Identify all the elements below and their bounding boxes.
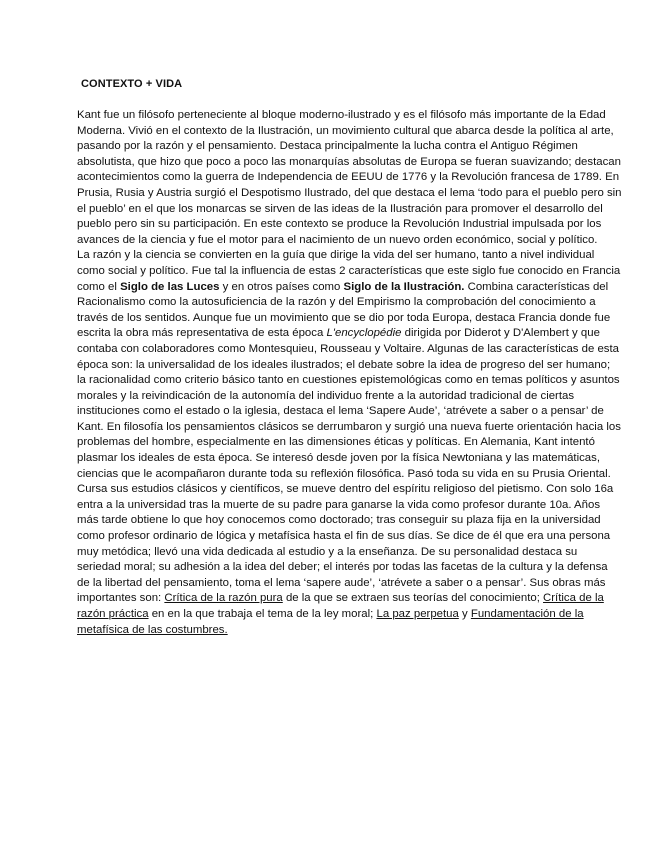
document-body <box>77 108 622 638</box>
text-span: dirigida por Diderot y D'Alembert y que contaba con colaboradores como Montesquieu, Rousseau y Voltaire. Algunas de las características de esta época son: la universalidad de los ideales ilustrados; el debate sobre la idea de progreso del ser humano; la racionalidad como criterio básico tanto en cuestiones epistemológicas como en temas políticos y asuntos morales y la reivindicación de la autonomía del individuo frente a la autoridad tradicional de ciertas instituciones como el estado o la iglesia, destaca el lema ‘Sapere Aude’, ‘atrévete a saber o a pensar’ de Kant. En filosofía los pensamientos clásicos se derrumbaron y surgió una nueva fuerte orientación hacia los problemas del hombre, especialmente en las dimensiones éticas y políticas. En Alemania, Kant intentó plasmar los ideales de esta época. Se interesó desde joven por la física Newtoniana y las matemáticas, ciencias que le acompañaron durante toda su reflexión filosófica. Pasó toda su vida en su Prusia Oriental. Cursa sus estudios clásicos y científicos, se mueve dentro del espíritu religioso del pietismo. Con solo 16a entra a la universidad tras la muerte de su padre para ganarse la vida como profesor durante 10a. Años más tarde obtiene lo que hoy conocemos como doctorado; tras conseguir su plaza fija en la universidad como profesor ordinario de lógica y metafísica hasta el fin de sus días. Se dice de él que era una persona muy metódica; llevó una vida dedicada al estudio y a la enseñanza. De su personalidad destaca su seriedad moral; su adhesión a la idea del deber; el interés por todas las facetas de la cultura y la defensa de la libertad del pensamiento, toma el lema ‘sapere aude’, ‘atrévete a saber o a pensar’. Sus obras más importantes son: <box>77 327 621 605</box>
document-heading: CONTEXTO + VIDA <box>81 78 183 90</box>
link-fundamentacion-metafisica[interactable]: Fundamentación de la metafísica de las costumbres. <box>77 608 584 636</box>
text-span: Combina características del Racionalismo como la autosuficiencia de la razón y del Empirismo la comprobación del conocimiento a través de los sentidos. Aunque fue un movimiento que se dio por toda Europa, destaca Francia donde fue escrita la obra más representativa de esta época <box>77 280 611 340</box>
text-span: La razón y la ciencia se convierten en la guía que dirige la vida del ser humano, tanto a nivel individual como social y político. Fue tal la influencia de estas 2 características que este siglo fue conocido en Francia como el <box>77 249 621 293</box>
text-span: y <box>458 608 471 620</box>
text-span: de la que se extraen sus teorías del conocimiento; <box>282 592 544 605</box>
paragraph-life <box>77 248 622 638</box>
bold-term-siglo-de-la-ilustracion: Siglo de la Ilustración. <box>343 280 465 293</box>
text-span: y en otros países como <box>219 280 344 293</box>
link-critica-razon-practica[interactable]: Crítica de la razón práctica <box>77 592 604 620</box>
text-span: en en la que trabaja el tema de la ley moral; <box>148 608 377 620</box>
paragraph-context: Kant fue un filósofo perteneciente al bloque moderno-ilustrado y es el filósofo más importante de la Edad Moderna. Vivió en el contexto de la Ilustración, un movimiento cultural que abarca desde la política al arte, pasando por la razón y el pensamiento. Destaca principalmente la lucha contra el Antiguo Régimen absolutista, que hizo que poco a poco las monarquías absolutas de Europa se fueran suavizando; destacan acontecimientos como la guerra de Independencia de EEUU de 1776 y la Revolución francesa de 1789. En Prusia, Rusia y Austria surgió el Despotismo Ilustrado, del que destaca el lema ‘todo para el pueblo pero sin el pueblo’ en el que los monarcas se sirven de las ideas de la Ilustración para promover el desarrollo del pueblo pero sin su participación. En este contexto se produce la Revolución Industrial impulsada por los avances de la ciencia y fue el motor para el nacimiento de un nuevo orden económico, social y político. <box>77 109 622 246</box>
italic-title-encyclopedie: L'encyclopédie <box>326 327 402 340</box>
link-la-paz-perpetua[interactable]: La paz perpetua <box>376 608 459 620</box>
link-critica-razon-pura[interactable]: Crítica de la razón pura <box>164 592 283 605</box>
bold-term-siglo-de-las-luces: Siglo de las Luces <box>120 280 220 293</box>
